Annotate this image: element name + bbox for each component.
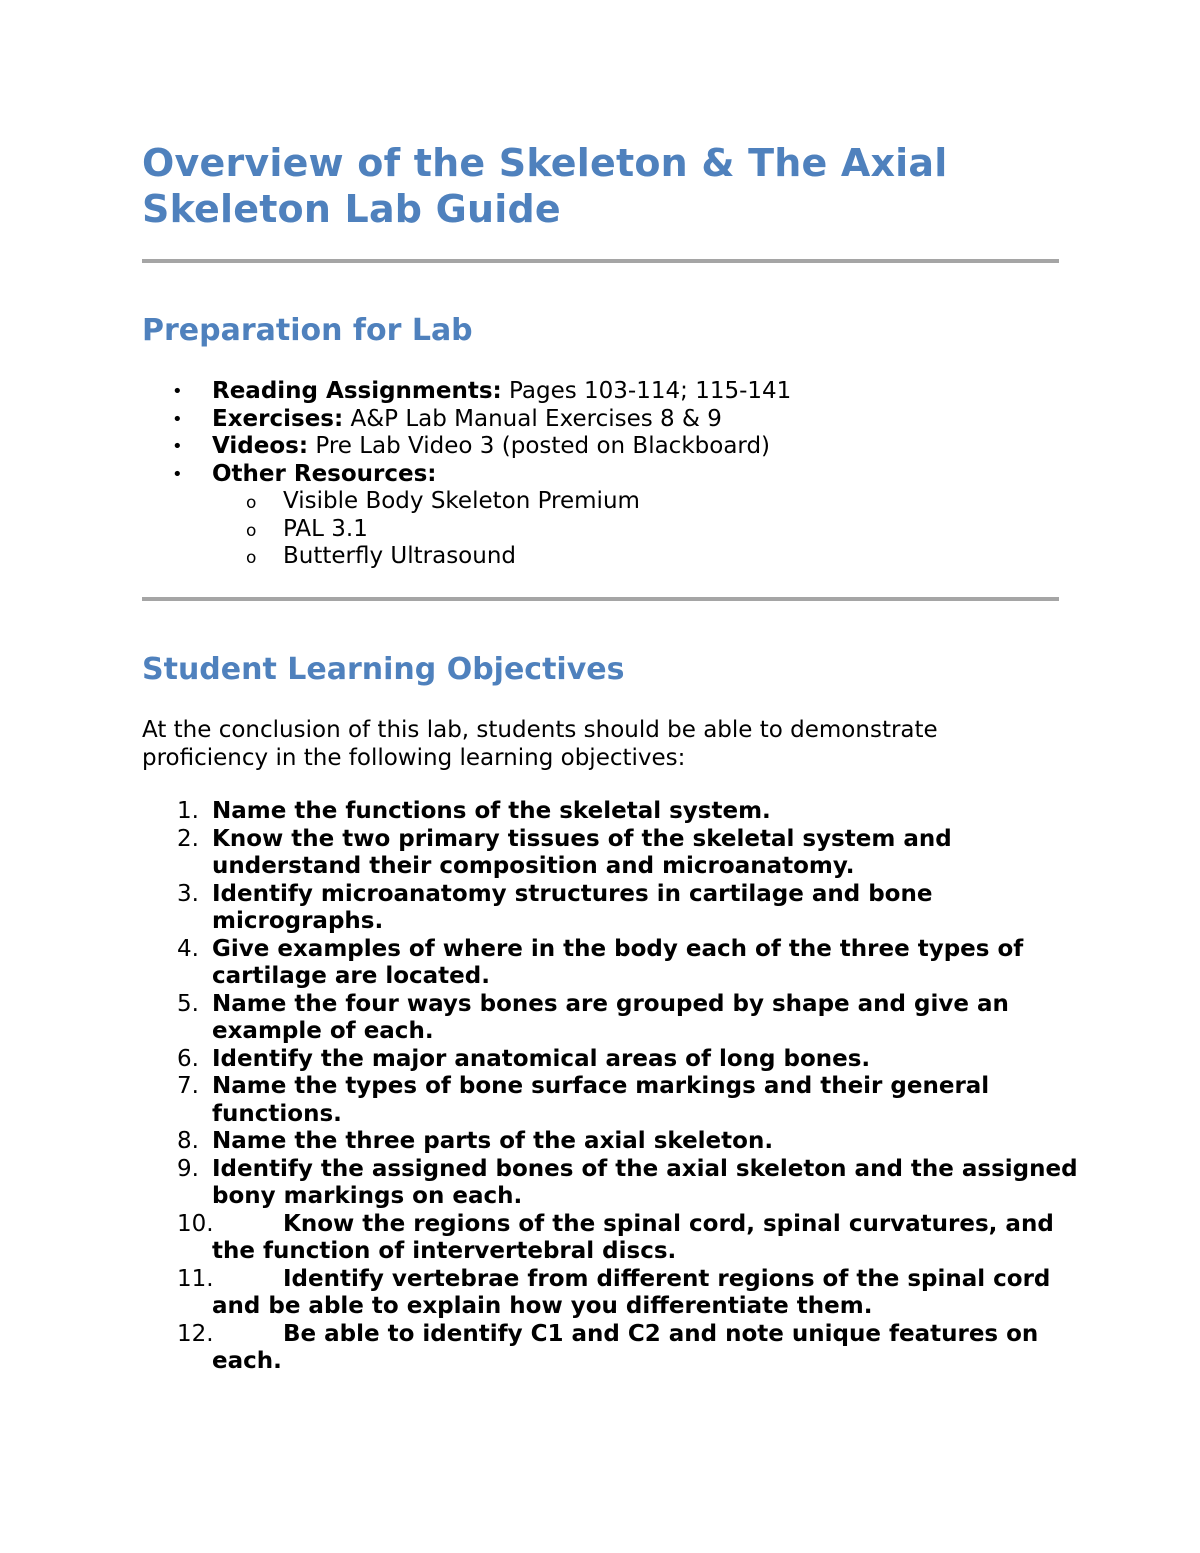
- section-heading-preparation: Preparation for Lab: [142, 313, 473, 348]
- objective-number: 9.: [177, 1155, 199, 1182]
- item-label: Reading Assignments:: [212, 378, 502, 404]
- resource-item: o PAL 3.1: [0, 516, 1100, 544]
- list-item: [0, 378, 1100, 406]
- objective-number: 11.: [177, 1265, 214, 1292]
- objective-text: Name the types of bone surface markings and their general functions.: [212, 1073, 990, 1127]
- objective-item: [0, 1156, 1100, 1211]
- objective-item: [0, 1266, 1100, 1321]
- objectives-intro: At the conclusion of this lab, students should be able to demonstrate proficiency in the following learning objectives:: [142, 717, 938, 771]
- item-value: Pages 103-114; 115-141: [501, 378, 792, 404]
- list-item: [0, 406, 1100, 434]
- objective-text: Name the functions of the skeletal system.: [212, 798, 771, 824]
- objectives-list: [0, 798, 1100, 1376]
- divider: [142, 259, 1059, 263]
- objective-number: 8.: [177, 1128, 199, 1154]
- objective-number: 6.: [177, 1045, 199, 1072]
- objective-text: Know the regions of the spinal cord, spinal curvatures, and the function of intervertebral discs.: [212, 1210, 1054, 1264]
- item-label: Exercises:: [212, 405, 344, 432]
- circle-bullet-icon: o: [246, 548, 257, 568]
- objective-item: [0, 1073, 1100, 1128]
- objective-number: 4.: [177, 935, 199, 962]
- item-label: Other Resources:: [212, 460, 437, 487]
- bullet-icon: •: [172, 436, 183, 457]
- bullet-icon: •: [172, 463, 183, 485]
- resource-item: o Visible Body Skeleton Premium: [0, 488, 1100, 516]
- circle-bullet-icon: o: [246, 493, 257, 513]
- item-value: Pre Lab Video 3 (posted on Blackboard): [308, 433, 771, 459]
- objective-number: 1.: [177, 798, 199, 824]
- bullet-icon: •: [172, 381, 183, 402]
- objective-text: Give examples of where in the body each of the three types of cartilage are located.: [212, 935, 1024, 989]
- objective-item: [0, 1128, 1100, 1156]
- objective-item: [0, 1321, 1100, 1376]
- objective-text: Know the two primary tissues of the skeletal system and understand their composition and microanatomy.: [212, 825, 952, 879]
- bullet-icon: •: [172, 408, 183, 430]
- objective-number: 10.: [177, 1210, 214, 1237]
- objective-item: [0, 881, 1100, 936]
- objective-item: [0, 826, 1100, 881]
- objective-text: Identify the assigned bones of the axial skeleton and the assigned bony markings on each.: [212, 1155, 1078, 1209]
- objective-text: Identify the major anatomical areas of long bones.: [212, 1045, 871, 1072]
- objective-item: [0, 991, 1100, 1046]
- objective-number: 2.: [177, 825, 199, 852]
- divider: [142, 597, 1059, 601]
- list-item: [0, 461, 1100, 489]
- objective-number: 7.: [177, 1073, 199, 1099]
- objective-text: Be able to identify C1 and C2 and note unique features on each.: [212, 1320, 1039, 1374]
- section-heading-objectives: Student Learning Objectives: [142, 652, 625, 687]
- objective-number: 12.: [177, 1320, 214, 1347]
- objective-text: Identify microanatomy structures in cartilage and bone micrographs.: [212, 880, 933, 934]
- objective-text: Identify vertebrae from different regions of the spinal cord and be able to explain how you differentiate them.: [212, 1265, 1051, 1319]
- objective-item: [0, 1046, 1100, 1074]
- objective-number: 3.: [177, 880, 199, 907]
- list-item: [0, 433, 1100, 461]
- objective-text: Name the three parts of the axial skeleton.: [212, 1128, 774, 1154]
- item-value: A&P Lab Manual Exercises 8 & 9: [343, 405, 722, 432]
- objective-number: 5.: [177, 990, 199, 1017]
- preparation-list: [0, 378, 1100, 571]
- objective-item: [0, 1211, 1100, 1266]
- resource-item: o Butterfly Ultrasound: [0, 543, 1100, 571]
- circle-bullet-icon: o: [246, 520, 257, 541]
- objective-item: [0, 798, 1100, 826]
- item-label: Videos:: [212, 433, 309, 459]
- objective-text: Name the four ways bones are grouped by shape and give an example of each.: [212, 990, 1009, 1044]
- objective-item: [0, 936, 1100, 991]
- page-title: Overview of the Skeleton & The Axial Skeleton Lab Guide: [142, 141, 948, 231]
- resources-sublist: [0, 488, 1100, 571]
